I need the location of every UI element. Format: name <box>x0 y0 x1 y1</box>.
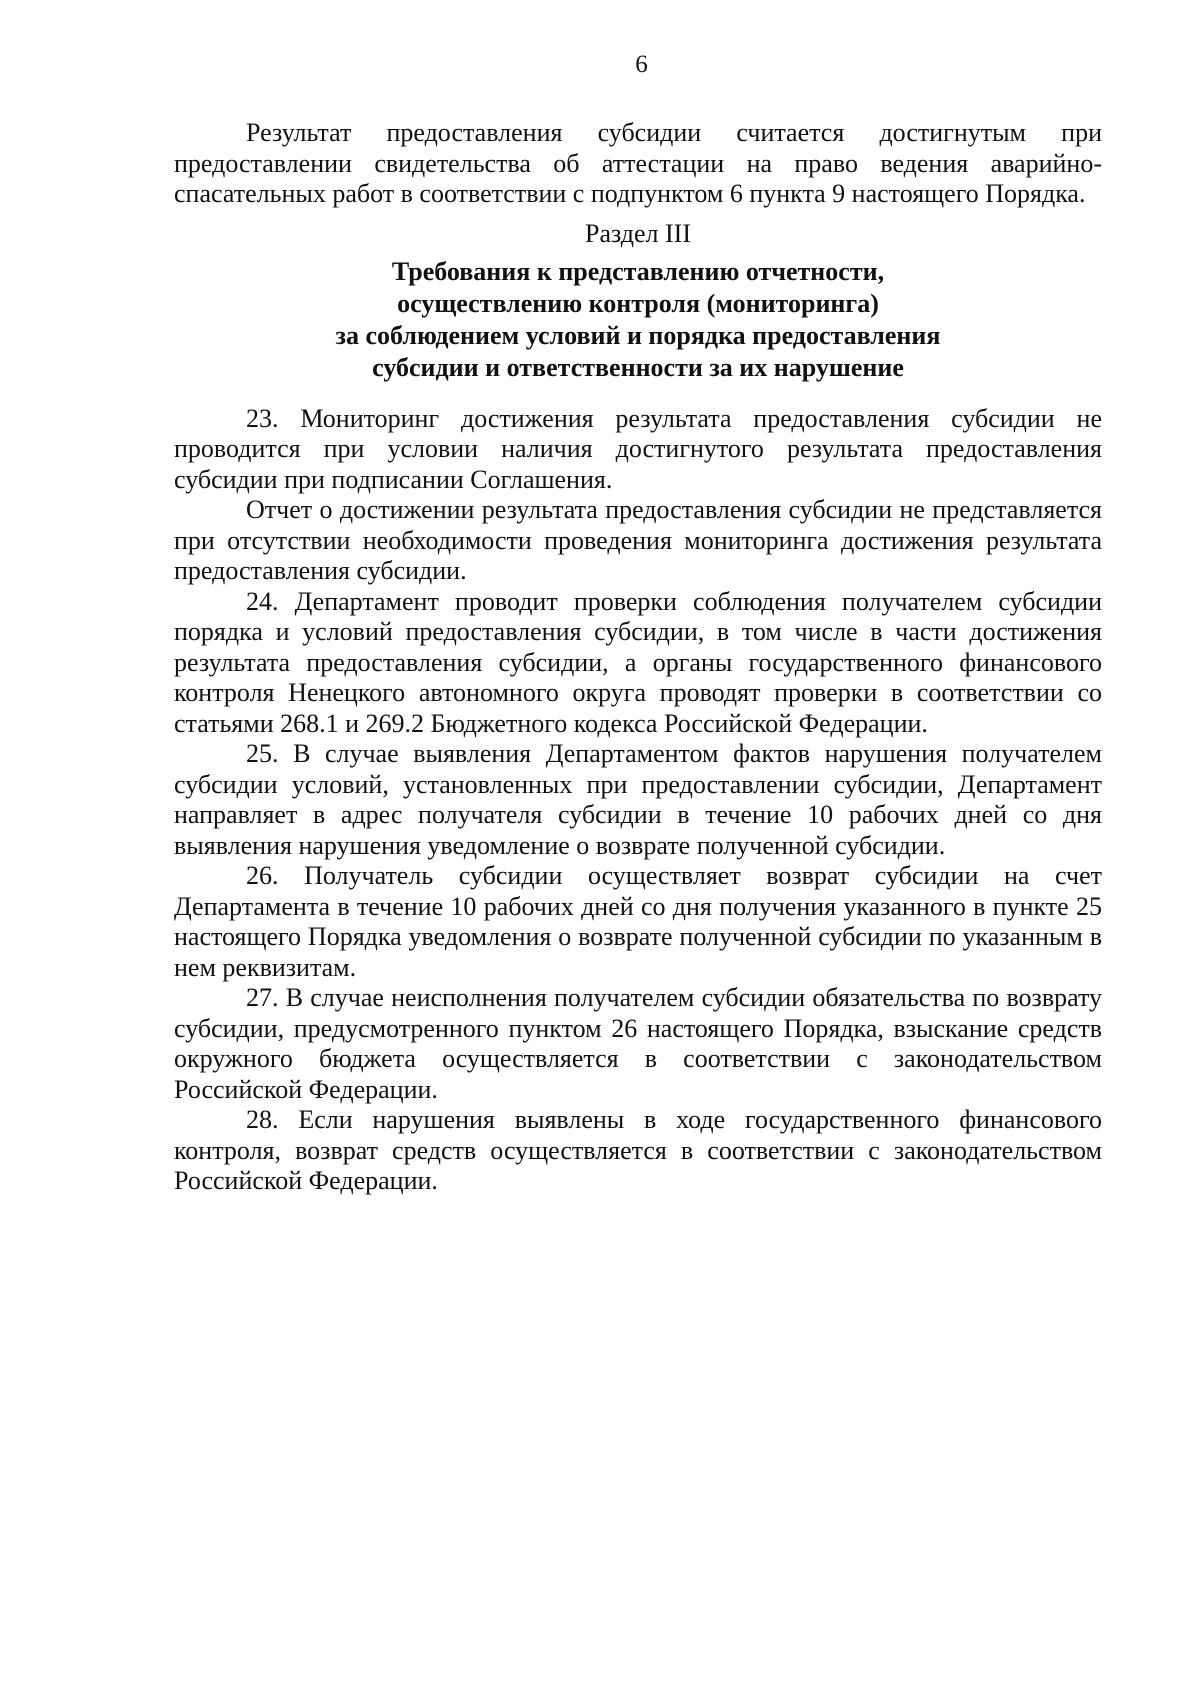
paragraph-26: 26. Получатель субсидии осуществляет возврат субсидии на счет Департамента в течение 10 рабочих дней со дня получения указанного в пункте 25 настоящего Порядка уведомления о возврате полученной субсидии по указанным в нем реквизитам. <box>174 861 1102 982</box>
section-title-line: осуществлению контроля (мониторинга) <box>397 288 879 318</box>
section-title-line: за соблюдением условий и порядка предоставления <box>335 320 941 350</box>
section-label: Раздел III <box>584 218 692 248</box>
document-body <box>174 118 1102 1197</box>
intro-paragraph: Результат предоставления субсидии считается достигнутым при предоставлении свидетельства об аттестации на право ведения аварийно-спасательных работ в соответствии с подпунктом 6 пункта 9 настоящего Порядка. <box>174 118 1102 208</box>
paragraph-28: 28. Если нарушения выявлены в ходе государственного финансового контроля, возврат средств осуществляется в соответствии с законодательством Российской Федерации. <box>174 1105 1102 1195</box>
section-title-line: субсидии и ответственности за их нарушение <box>372 352 904 382</box>
paragraph-25: 25. В случае выявления Департаментом фактов нарушения получателем субсидии условий, установленных при предоставлении субсидии, Департамент направляет в адрес получателя субсидии в течение 10 рабочих дней со дня выявления нарушения уведомление о возврате полученной субсидии. <box>174 739 1102 860</box>
paragraph-23: 23. Мониторинг достижения результата предоставления субсидии не проводится при условии наличия достигнутого результата предоставления субсидии при подписании Соглашения. <box>174 403 1102 494</box>
paragraph-24: 24. Департамент проводит проверки соблюдения получателем субсидии порядка и условий предоставления субсидии, в том числе в части достижения результата предоставления субсидии, а органы государственного финансового контроля Ненецкого автономного округа проводят проверки в соответствии со статьями 268.1 и 269.2 Бюджетного кодекса Российской Федерации. <box>174 586 1102 738</box>
paragraph-27: 27. В случае неисполнения получателем субсидии обязательства по возврату субсидии, предусмотренного пунктом 26 настоящего Порядка, взыскание средств окружного бюджета осуществляется в соответствии с законодательством Российской Федерации. <box>174 983 1102 1104</box>
section-heading <box>174 218 1102 384</box>
paragraph-report: Отчет о достижении результата предоставления субсидии не представляется при отсутствии необходимости проведения мониторинга достижения результата предоставления субсидии. <box>174 495 1102 585</box>
page-number: 6 <box>635 51 648 78</box>
section-title <box>174 256 1102 384</box>
section-title-line: Требования к представлению отчетности, <box>391 256 885 286</box>
